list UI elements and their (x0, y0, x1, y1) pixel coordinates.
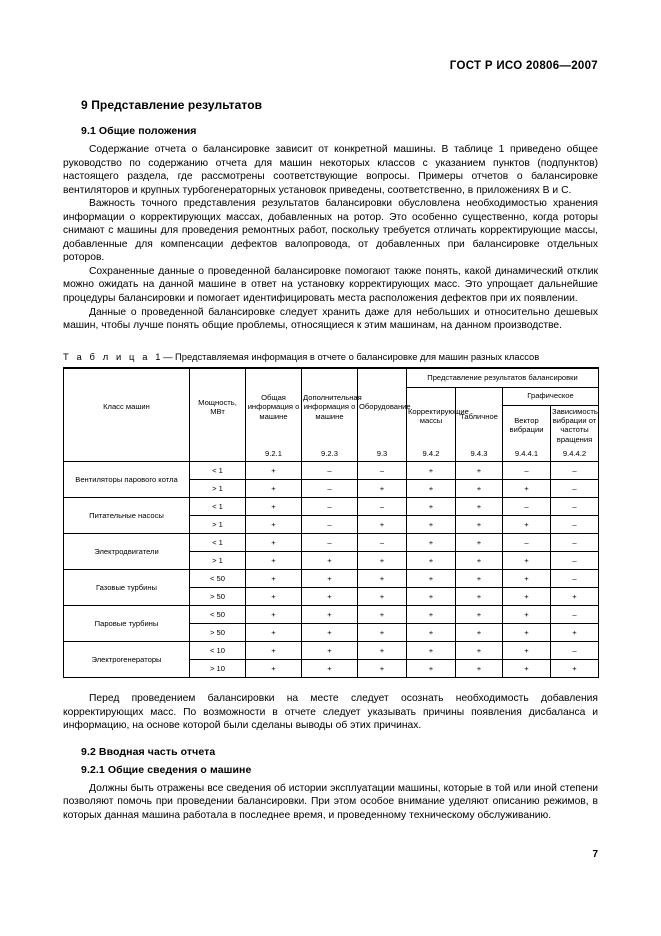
paragraph-4: Данные о проведенной балансировке следует хранить даже для небольших и относительно дешевых машин, чтобы лучше понять общие проблемы, относящиеся к этим машинам, на данном производстве. (63, 306, 598, 332)
cell-mark: + (503, 480, 551, 498)
header-class-empty (64, 445, 190, 462)
cell-mark: + (407, 516, 456, 534)
table-caption-prefix: Т а б л и ц а (63, 350, 151, 362)
cell-power: > 50 (190, 588, 246, 606)
cell-power: < 1 (190, 534, 246, 552)
cell-mark: + (503, 606, 551, 624)
table-caption-text: 1 — Представляемая информация в отчете о балансировке для машин разных классов (155, 350, 540, 362)
cell-mark: + (246, 570, 302, 588)
cell-power: < 50 (190, 570, 246, 588)
cell-power: > 1 (190, 480, 246, 498)
cell-mark: + (551, 624, 599, 642)
paragraph-6: Должны быть отражены все сведения об истории эксплуатации машины, которые в той или иной степени позволяют помочь при проведении балансировки. При этом особое внимание уделяют описанию режимов, в которых данная машина работала в последнее время, и проведенному техническому обслуживанию. (63, 782, 598, 822)
table-row (64, 606, 599, 624)
cell-mark: + (503, 588, 551, 606)
cell-mark: + (503, 642, 551, 660)
cell-mark: + (246, 660, 302, 678)
cell-mark: + (407, 480, 456, 498)
table-row (64, 642, 599, 660)
cell-power: < 1 (190, 498, 246, 516)
cell-mark: + (246, 480, 302, 498)
cell-mark: + (407, 588, 456, 606)
cell-mark: + (358, 570, 407, 588)
cell-machine-class: Электродвигатели (64, 534, 190, 570)
cell-mark: – (302, 498, 358, 516)
cell-mark: + (358, 480, 407, 498)
cell-mark: + (302, 624, 358, 642)
table-1-body (64, 462, 599, 678)
cell-mark: + (302, 660, 358, 678)
cell-power: < 1 (190, 462, 246, 480)
header-power: Мощность, МВт (190, 368, 246, 446)
cell-mark: + (302, 552, 358, 570)
cell-mark: – (551, 462, 599, 480)
cell-mark: + (302, 570, 358, 588)
cell-mark: + (456, 642, 503, 660)
post-table-content (63, 692, 598, 822)
cell-mark: + (246, 552, 302, 570)
cell-mark: + (456, 516, 503, 534)
cell-mark: – (551, 570, 599, 588)
cell-power: < 10 (190, 642, 246, 660)
cell-mark: + (456, 462, 503, 480)
cell-mark: – (503, 462, 551, 480)
cell-mark: + (246, 624, 302, 642)
clause-tabular: 9.4.3 (456, 445, 503, 462)
cell-mark: – (358, 534, 407, 552)
cell-machine-class: Электрогенераторы (64, 642, 190, 678)
cell-mark: + (358, 588, 407, 606)
cell-mark: + (503, 570, 551, 588)
cell-mark: + (456, 624, 503, 642)
cell-mark: + (246, 498, 302, 516)
table-1-caption (63, 351, 598, 362)
header-class: Класс машин (64, 368, 190, 446)
section-heading-9: 9 Представление результатов (81, 98, 263, 112)
section-heading-9-2: 9.2 Вводная часть отчета (81, 745, 216, 758)
cell-mark: + (407, 462, 456, 480)
header-equipment: Оборудование (358, 368, 407, 446)
cell-mark: + (302, 642, 358, 660)
table-row (64, 570, 599, 588)
cell-mark: – (551, 552, 599, 570)
cell-mark: – (551, 606, 599, 624)
header-vibration-vector: Вектор вибрации (503, 405, 551, 445)
clause-general-info: 9.2.1 (246, 445, 302, 462)
cell-mark: – (551, 516, 599, 534)
header-graphical: Графическое (503, 387, 599, 405)
section-heading-9-1: 9.1 Общие положения (81, 125, 197, 137)
cell-machine-class: Паровые турбины (64, 606, 190, 642)
cell-mark: + (456, 534, 503, 552)
cell-mark: + (358, 606, 407, 624)
cell-mark: + (407, 570, 456, 588)
header-tabular: Табличное (456, 387, 503, 445)
cell-mark: + (358, 660, 407, 678)
cell-mark: + (407, 498, 456, 516)
cell-mark: + (503, 624, 551, 642)
header-additional-info: Дополнительная информация о машине (302, 368, 358, 446)
cell-mark: + (456, 552, 503, 570)
cell-machine-class: Вентиляторы парового котла (64, 462, 190, 498)
cell-mark: + (246, 642, 302, 660)
cell-mark: + (503, 516, 551, 534)
header-power-empty (190, 445, 246, 462)
cell-mark: – (302, 516, 358, 534)
page-header-standard-number: ГОСТ Р ИСО 20806—2007 (449, 60, 598, 72)
cell-mark: + (456, 570, 503, 588)
cell-mark: + (456, 660, 503, 678)
cell-mark: + (358, 642, 407, 660)
cell-mark: – (551, 534, 599, 552)
cell-mark: – (503, 534, 551, 552)
page-number: 7 (592, 849, 598, 860)
clause-vibration-vector: 9.4.4.1 (503, 445, 551, 462)
cell-power: > 10 (190, 660, 246, 678)
cell-mark: + (551, 588, 599, 606)
cell-mark: + (302, 606, 358, 624)
paragraph-2: Важность точного представления результатов балансировки обусловлена необходимостью хранения информации о корректирующих массах, добавленных на ротор. Это особенно существенно, когда роторы снимают с машины для проведения ремонтных работ, поскольку требуется отличать корректирующие массы, добавленные для компенсации дефектов валопровода, от добавленных при балансировке отдельных роторов. (63, 198, 598, 264)
cell-power: > 1 (190, 552, 246, 570)
cell-mark: + (456, 588, 503, 606)
clause-vibration-speed: 9.4.4.2 (551, 445, 599, 462)
cell-mark: – (551, 498, 599, 516)
cell-mark: + (456, 480, 503, 498)
cell-mark: – (358, 462, 407, 480)
header-correction-masses: Корректирующие массы (407, 387, 456, 445)
cell-power: < 50 (190, 606, 246, 624)
cell-mark: – (302, 462, 358, 480)
clause-additional-info: 9.2.3 (302, 445, 358, 462)
table-row (64, 462, 599, 480)
cell-mark: + (407, 534, 456, 552)
cell-mark: + (246, 462, 302, 480)
cell-mark: + (358, 516, 407, 534)
header-results-group: Представление результатов балансировки (407, 368, 599, 388)
cell-mark: – (302, 534, 358, 552)
header-vibration-speed: Зависимость вибрации от частоты вращения (552, 406, 598, 444)
cell-mark: + (456, 606, 503, 624)
cell-mark: + (407, 624, 456, 642)
header-general-info: Общая информация о машине (246, 368, 302, 446)
cell-mark: + (407, 552, 456, 570)
cell-mark: – (551, 480, 599, 498)
cell-power: > 1 (190, 516, 246, 534)
cell-mark: – (358, 498, 407, 516)
cell-mark: + (503, 660, 551, 678)
cell-machine-class: Газовые турбины (64, 570, 190, 606)
cell-mark: + (407, 642, 456, 660)
cell-machine-class: Питательные насосы (64, 498, 190, 534)
clause-equipment: 9.3 (358, 445, 407, 462)
cell-mark: + (407, 660, 456, 678)
cell-mark: + (246, 588, 302, 606)
table-row (64, 498, 599, 516)
cell-mark: + (358, 552, 407, 570)
cell-mark: – (302, 480, 358, 498)
cell-mark: + (246, 534, 302, 552)
cell-mark: + (358, 624, 407, 642)
cell-mark: + (456, 498, 503, 516)
clause-correction-masses: 9.4.2 (407, 445, 456, 462)
cell-mark: + (503, 552, 551, 570)
table-row (64, 534, 599, 552)
table-1 (63, 367, 599, 679)
document-body (63, 98, 598, 823)
paragraph-5: Перед проведением балансировки на месте следует осознать необходимость добавления корректирующих масс. По возможности в отчете следует указывать причины появления дисбаланса и информацию, на основе которой были сделаны выводы об этих причинах. (63, 693, 598, 732)
paragraph-1: Содержание отчета о балансировке зависит от конкретной машины. В таблице 1 приведено общее руководство по содержанию отчета для машин некоторых классов с указанием пунктов (подпунктов) настоящего раздела, где рассмотрены соответствующие вопросы. Примеры отчетов о балансировке вентиляторов и крупных турбогенераторных установок приведены, соответственно, в приложениях В и С. (63, 144, 598, 196)
cell-mark: – (503, 498, 551, 516)
cell-mark: + (246, 516, 302, 534)
cell-power: > 50 (190, 624, 246, 642)
section-heading-9-2-1: 9.2.1 Общие сведения о машине (81, 763, 252, 776)
cell-mark: + (302, 588, 358, 606)
cell-mark: + (246, 606, 302, 624)
cell-mark: + (551, 660, 599, 678)
table-1-container (63, 351, 598, 679)
paragraph-3: Сохраненные данные о проведенной балансировке помогают также понять, какой динамический отклик можно ожидать на данной машине в ответ на установку корректирующих масс. Это упрощает дальнейшие процедуры балансировки и помогает идентифицировать места расположения дефектов при их появлении. (63, 265, 598, 305)
cell-mark: – (551, 642, 599, 660)
cell-mark: + (407, 606, 456, 624)
